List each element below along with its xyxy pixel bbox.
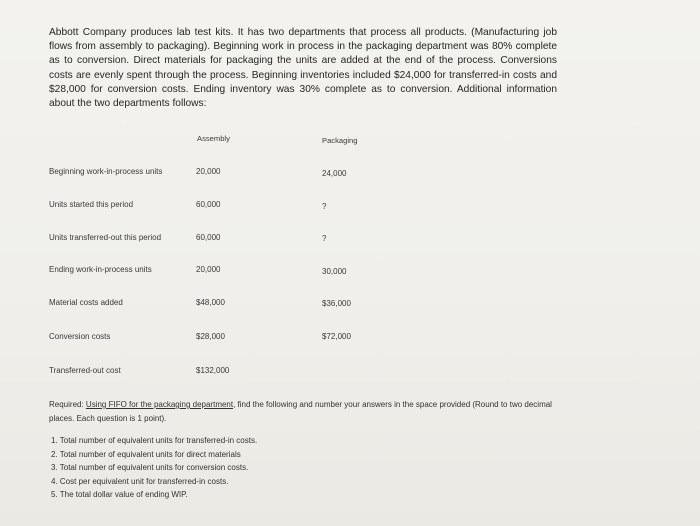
row-label-transferred-out-cost: Transferred-out cost [49, 366, 121, 375]
packaging-beginning-wip: 24,000 [322, 169, 347, 178]
row-label-units-transferred-out: Units transferred-out this period [49, 233, 162, 242]
question-item: 3. Total number of equivalent units for conversion costs. [51, 463, 249, 473]
packaging-material-costs: $36,000 [322, 299, 351, 308]
row-label-material-costs: Material costs added [49, 298, 123, 307]
row-label-conversion-costs: Conversion costs [49, 332, 111, 341]
required-prefix: Required: [49, 400, 86, 409]
assembly-ending-wip: 20,000 [196, 265, 221, 274]
question-list [51, 434, 257, 502]
header-assembly: Assembly [197, 134, 230, 143]
required-instructions [49, 398, 559, 425]
packaging-units-transferred-out: ? [322, 234, 327, 243]
row-label-ending-wip: Ending work-in-process units [49, 265, 152, 274]
question-item: 2. Total number of equivalent units for direct materials [51, 449, 241, 459]
question-item: 1. Total number of equivalent units for transferred-in costs. [51, 436, 258, 445]
problem-statement: Abbott Company produces lab test kits. It has two departments that process all products. (Manufacturing job flows from assembly to packaging). Beginning work in process in the packaging department was 80% complete as to conversion. Direct materials for packaging the units are added at the end of the process. Conversions costs are evenly spent through the process. Beginning inventories included $24,000 for transferred-in costs and $28,000 for conversion costs. Ending inventory was 30% complete as to conversion. Additional information about the two departments follows: [49, 27, 557, 110]
assembly-beginning-wip: 20,000 [196, 167, 221, 176]
packaging-units-started: ? [322, 202, 327, 211]
header-packaging: Packaging [322, 136, 358, 145]
packaging-conversion-costs: $72,000 [322, 332, 351, 341]
required-underlined: Using FIFO for the packaging department [85, 400, 234, 409]
row-label-beginning-wip: Beginning work-in-process units [49, 167, 163, 176]
row-label-units-started: Units started this period [49, 200, 134, 209]
assembly-units-transferred-out: 60,000 [196, 233, 221, 242]
assembly-material-costs: $48,000 [196, 298, 225, 307]
question-item: 4. Cost per equivalent unit for transferred-in costs. [51, 476, 229, 486]
packaging-ending-wip: 30,000 [322, 267, 347, 276]
question-item: 5. The total dollar value of ending WIP. [51, 490, 188, 500]
required-rest: , find the following and number your answers in the space provided (Round to two decimal places. Each question is 1 point). [49, 400, 552, 423]
assembly-units-started: 60,000 [196, 200, 221, 209]
assembly-transferred-out-cost: $132,000 [196, 366, 230, 375]
assembly-conversion-costs: $28,000 [196, 332, 225, 341]
